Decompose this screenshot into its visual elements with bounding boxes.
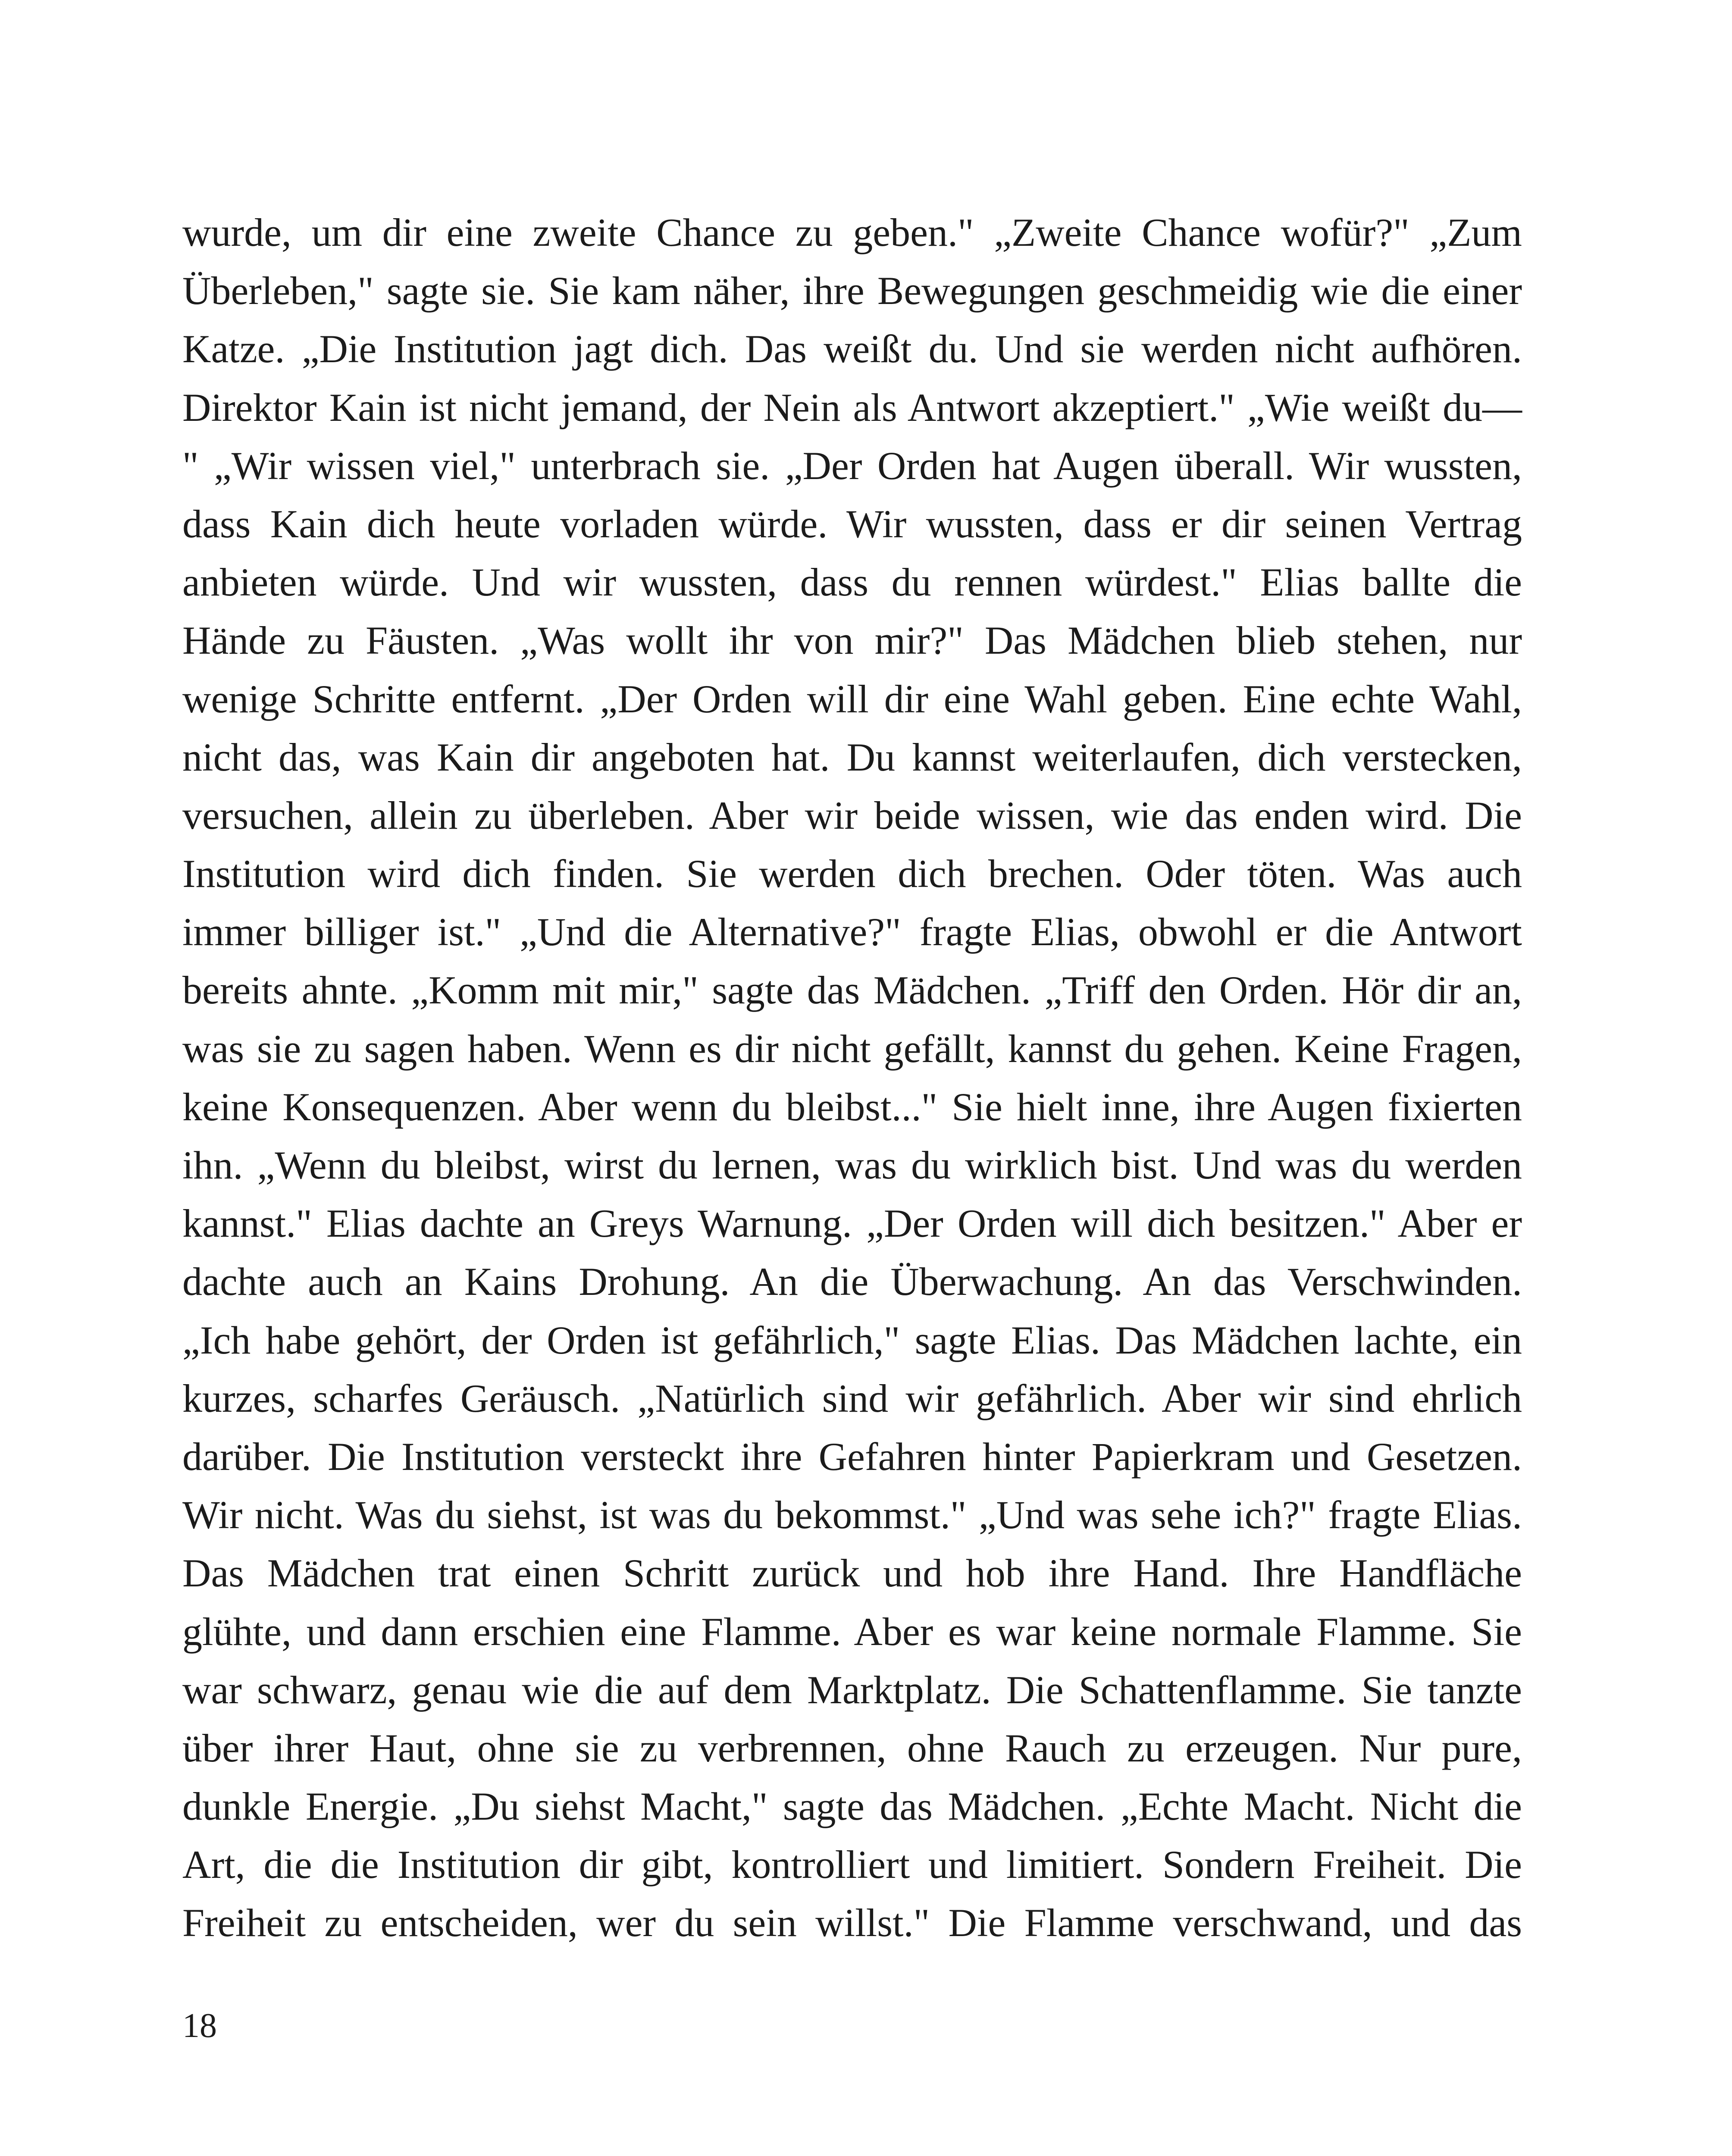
text-line: war schwarz, genau wie die auf dem Marktplatz. Die Schattenflamme. Sie tanzte (182, 1667, 1522, 1712)
text-line: kurzes, scharfes Geräusch. „Natürlich sind wir gefährlich. Aber wir sind ehrlich (182, 1376, 1522, 1420)
text-line: " „Wir wissen viel," unterbrach sie. „Der Orden hat Augen überall. Wir wussten, (182, 443, 1522, 488)
text-line: glühte, und dann erschien eine Flamme. Aber es war keine normale Flamme. Sie (182, 1609, 1522, 1654)
text-line: Überleben," sagte sie. Sie kam näher, ihre Bewegungen geschmeidig wie die einer (182, 269, 1522, 313)
text-line: keine Konsequenzen. Aber wenn du bleibst..." Sie hielt inne, ihre Augen fixierten (182, 1084, 1522, 1129)
body-text (182, 204, 1522, 1952)
text-line: ihn. „Wenn du bleibst, wirst du lernen, was du wirklich bist. Und was du werden (182, 1143, 1522, 1187)
text-line: „Ich habe gehört, der Orden ist gefährlich," sagte Elias. Das Mädchen lachte, ein (182, 1318, 1522, 1362)
text-line: Katze. „Die Institution jagt dich. Das weißt du. Und sie werden nicht aufhören. (182, 327, 1522, 371)
text-line: wurde, um dir eine zweite Chance zu geben." „Zweite Chance wofür?" „Zum (182, 210, 1522, 254)
text-line: Institution wird dich finden. Sie werden dich brechen. Oder töten. Was auch (182, 852, 1522, 896)
text-line: über ihrer Haut, ohne sie zu verbrennen, ohne Rauch zu erzeugen. Nur pure, (182, 1726, 1522, 1770)
text-line: versuchen, allein zu überleben. Aber wir beide wissen, wie das enden wird. Die (182, 793, 1522, 837)
text-line: Das Mädchen trat einen Schritt zurück und hob ihre Hand. Ihre Handfläche (182, 1551, 1522, 1595)
text-line: Wir nicht. Was du siehst, ist was du bekommst." „Und was sehe ich?" fragte Elias. (182, 1493, 1522, 1537)
text-line: immer billiger ist." „Und die Alternative?" fragte Elias, obwohl er die Antwort (182, 910, 1522, 954)
text-line: dass Kain dich heute vorladen würde. Wir wussten, dass er dir seinen Vertrag (182, 501, 1522, 546)
page-number: 18 (182, 2007, 217, 2045)
text-line: Hände zu Fäusten. „Was wollt ihr von mir?" Das Mädchen blieb stehen, nur (182, 618, 1522, 663)
text-line: Freiheit zu entscheiden, wer du sein willst." Die Flamme verschwand, und das (182, 1901, 1522, 1945)
text-line: dunkle Energie. „Du siehst Macht," sagte das Mädchen. „Echte Macht. Nicht die (182, 1784, 1522, 1829)
text-line: wenige Schritte entfernt. „Der Orden will dir eine Wahl geben. Eine echte Wahl, (182, 677, 1522, 721)
text-line: dachte auch an Kains Drohung. An die Überwachung. An das Verschwinden. (182, 1260, 1522, 1304)
text-line: anbieten würde. Und wir wussten, dass du rennen würdest." Elias ballte die (182, 560, 1522, 605)
text-line: Direktor Kain ist nicht jemand, der Nein als Antwort akzeptiert." „Wie weißt du— (182, 385, 1522, 429)
text-line: kannst." Elias dachte an Greys Warnung. „Der Orden will dich besitzen." Aber er (182, 1201, 1522, 1246)
text-line: nicht das, was Kain dir angeboten hat. Du kannst weiterlaufen, dich verstecken, (182, 735, 1522, 779)
text-line: was sie zu sagen haben. Wenn es dir nicht gefällt, kannst du gehen. Keine Fragen, (182, 1026, 1522, 1071)
text-line: bereits ahnte. „Komm mit mir," sagte das Mädchen. „Triff den Orden. Hör dir an, (182, 968, 1522, 1012)
text-line: Art, die die Institution dir gibt, kontrolliert und limitiert. Sondern Freiheit. Die (182, 1843, 1522, 1887)
text-line: darüber. Die Institution versteckt ihre Gefahren hinter Papierkram und Gesetzen. (182, 1434, 1522, 1479)
